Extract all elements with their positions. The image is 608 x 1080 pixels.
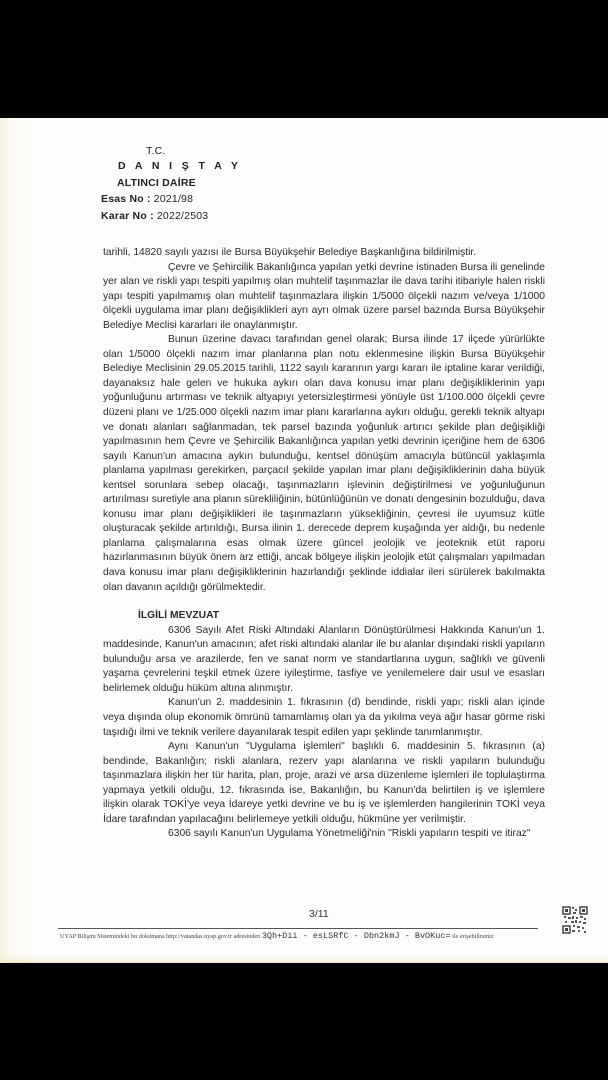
paragraph: Kanun'un 2. maddesinin 1. fıkrasının (d) bendinde, riskli yapı; riskli alan içinde veya dışında olup ekonomik ömrünü tamamlamış olan ya da yıkılma veya ağır hasar görme riski taşıdığı ilmi ve teknik verilere dayanılarak tespit edilen yapı şeklinde tanımlanmıştır. <box>103 697 545 738</box>
karar-value: 2022/2503 <box>156 210 209 222</box>
document-page <box>0 118 608 963</box>
section-title: İLGİLİ MEVZUAT <box>138 610 220 622</box>
paragraph: Bunun üzerine davacı tarafından genel olarak; Bursa ilinde 17 ilçede yürürlükte olan 1/5000 ölçekli nazım imar planlarına plan notu eklenmesine ilişkin Bursa Büyükşehir Belediye Meclisinin 29.05.2015 tarihli, 1122 sayılı kararının yargı kararı ile iptaline karar verildiği, dayanaksız hale gelen ve hukuka aykırı olan dava konusu imar planı değişikliklerinin yapı yoğunluğunu artırması ve teknik altyapıyı yetersizleştirmesi yönüyle üst 1/100.000 ölçekli çevre düzeni planı ve 1/25.000 ölçekli nazım imar planı kararlarına aykırı olduğu, gerekli teknik altyapı ve donatı alanları sağlanmadan, tek parsel bazında yoğunluk artırıcı şekilde plan değişikliği yapılmasının hem Çevre ve Şehircilik Bakanlığınca yapılan yetki devrinin içeriğine hem de 6306 sayılı Kanun'un amacına aykırı bulunduğu, kentsel dönüşüm amacıyla bütüncül yaklaşımla planlama yapılması gerekirken, parçacıl şekilde yapılan imar planı değişikliklerinin daha büyük kentsel sorunlara sebep olacağı, taşınmazların işlevinin değiştirilmesi ve yoğunluğunun artırılması suretiyle ana planın sürekliliğinin, bütünlüğünün ve donatı dengesinin bozulduğu, dava konusu imar planı değişiklikleri ile taşınmazların yüksekliğinin, çevresi ile uyumsuz kütle oluşturacak şekilde artırıldığı, Bursa ilinin 1. derecede deprem kuşağında yer aldığı, bu nedenle planlama çalışmalarına esas olmak üzere güncel jeolojik ve jeoteknik etüt raporu hazırlanmasının büyük önem arz ettiği, ancak bölgeye ilişkin jeolojik etüt çalışmaları yapılmadan dava konusu imar planı değişikliklerinin hazırlandığı şeklinde iddialar ileri sürülerek bakılmakta olan davanın açıldığı görülmektedir. <box>103 334 545 593</box>
document-body <box>103 246 545 842</box>
page-number: 3/11 <box>309 908 329 920</box>
verify-text: UYAP Bilişim Sistemindeki bu dokümana http://vatandas.uyap.gov.tr adresinden <box>60 933 261 940</box>
header-karar <box>101 210 208 222</box>
paragraph: Aynı Kanun'un "Uygulama işlemleri" başlıklı 6. maddesinin 5. fıkrasının (a) bendinde, Bakanlığın; riskli alanlara, rezerv yapı alanlarına ve riskli yapıların bulunduğu taşınmazlara ilişkin her tür harita, plan, proje, arazi ve arsa düzenleme işlemleri ile toplulaştırma yapmaya yetkili olduğu, 12. fıkrasında ise, Bakanlığın, bu Kanun'da belirtilen iş ve işlemlere ilişkin olarak TOKİ'ye veya İdareye yetki devrine ve bu iş ve işlemlerden hangilerinin TOKİ veya İdare tarafından yapılacağını belirlemeye yetkili olduğu, hükmüne yer verilmiştir. <box>103 741 545 825</box>
karar-label: Karar No : <box>101 210 154 222</box>
verify-suffix: ile erişebilirsiniz <box>452 933 494 940</box>
header-tc: T.C. <box>146 145 166 157</box>
header-esas <box>101 193 193 205</box>
header-chamber: ALTINCI DAİRE <box>117 177 196 189</box>
paragraph: tarihli, 14820 sayılı yazısı ile Bursa Büyükşehir Belediye Başkanlığına bildirilmiştir. <box>103 247 477 258</box>
footer-verification <box>60 931 494 941</box>
qr-code-icon <box>562 905 588 935</box>
paragraph: Çevre ve Şehircilik Bakanlığınca yapılan yetki devrine istinaden Bursa ili genelinde yer alan ve riskli yapı tespiti yapılmış olan muhtelif taşınmazlar ile dava tarihi itibariyle halen riskli yapı tespiti yapılmamış olan muhtelif taşınmazlara ilişkin 1/5000 ölçekli nazım ve/veya 1/1000 ölçekli uygulama imar planı değişiklikleri ayrı ayrı olmak üzere parsel bazında Bursa Büyükşehir Belediye Meclisi kararları ile onaylanmıştır. <box>103 261 545 331</box>
verify-code: 3Qh+Dii - esLSRfC - Dbn2kmJ - BvOKuc= <box>261 931 451 941</box>
esas-value: 2021/98 <box>153 193 194 205</box>
page-edge <box>0 955 608 963</box>
paragraph: 6306 Sayılı Afet Riski Altındaki Alanların Dönüştürülmesi Hakkında Kanun'un 1. maddesinde, Kanun'un amacının; afet riski altındaki alanlar ile bu alanlar dışındaki riskli yapıların bulunduğu arsa ve arazilerde, fen ve sanat norm ve standartlarına uygun, sağlıklı ve güvenli yaşama çevrelerini teşkil etmek üzere iyileştirme, tasfiye ve yenilemelere dair usul ve esasları belirlemek olduğu hüküm altına alınmıştır. <box>103 624 545 694</box>
footer-divider <box>58 928 538 929</box>
esas-label: Esas No : <box>101 193 151 205</box>
paragraph: 6306 sayılı Kanun'un Uygulama Yönetmeliği'nin "Riskli yapıların tespiti ve itiraz" <box>168 828 531 840</box>
header-court: D A N I Ş T A Y <box>118 160 242 172</box>
